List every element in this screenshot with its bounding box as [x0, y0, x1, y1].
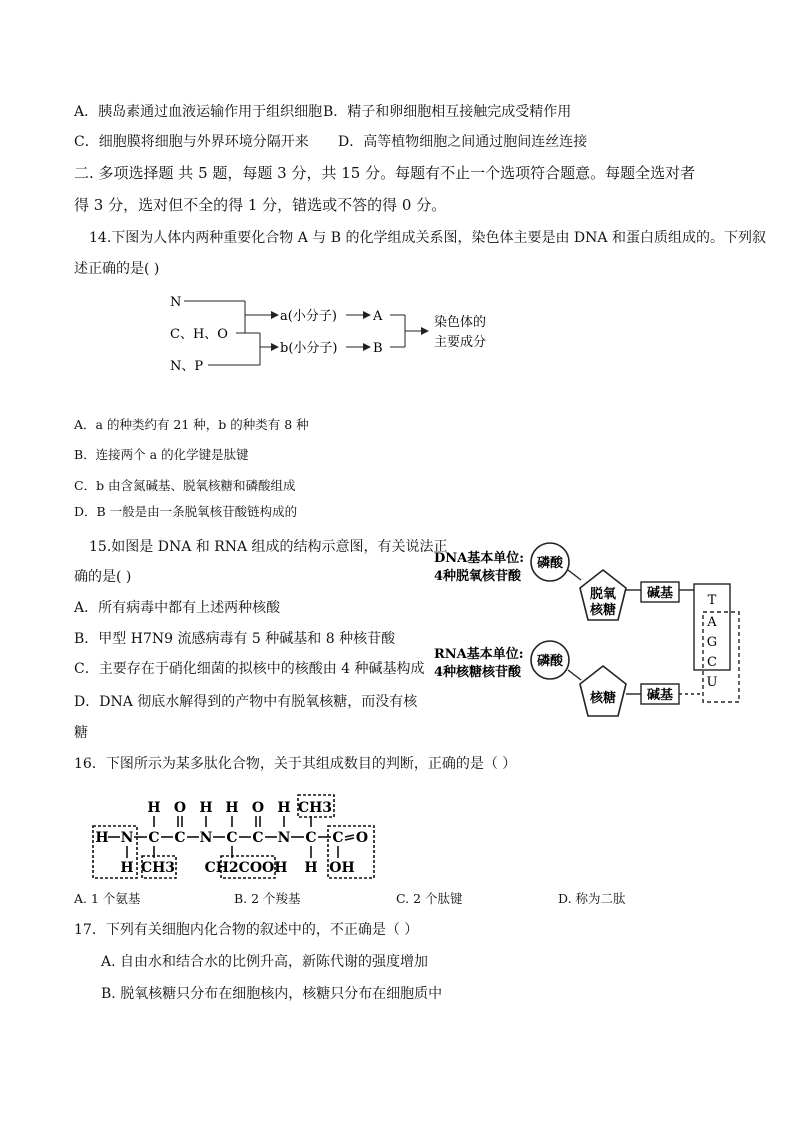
rna-phosphate-label: 磷酸: [536, 654, 564, 669]
f-h-bottom-left: H: [120, 860, 134, 876]
q14-small-molecule-a: a(小分子): [280, 309, 337, 324]
base-g: G: [706, 635, 718, 650]
base-t: T: [707, 593, 717, 608]
q17-stem: 17．下列有关细胞内化合物的叙述中的，不正确是（ ）: [74, 922, 419, 938]
q14-element-n: N: [170, 295, 182, 310]
q14-compound-b: B: [373, 341, 383, 356]
q14-element-np: N、P: [170, 359, 204, 374]
f-h-bottom-right: H: [304, 860, 318, 876]
q14-result-line1: 染色体的: [434, 315, 487, 330]
q15-nucleotide-diagram: [428, 540, 748, 740]
q15-option-d: D．DNA 彻底水解得到的产物中有脱氧核糖，而没有核: [74, 694, 418, 710]
q13-option-a: A．胰岛素通过血液运输作用于组织细胞: [74, 104, 323, 120]
f-top-o2: O: [251, 800, 265, 816]
f-c3: C: [226, 830, 238, 846]
deoxyribose-label-1: 脱氧: [589, 587, 617, 602]
q14-composition-diagram: [160, 288, 520, 378]
f-n2: N: [199, 830, 213, 846]
q14-option-d: D．B 一般是由一条脱氧核苷酸链构成的: [74, 504, 298, 519]
f-top-h3: H: [225, 800, 239, 816]
f-c6: C: [332, 830, 344, 846]
f-c5: C: [305, 830, 317, 846]
dna-base-label: 碱基: [646, 586, 674, 601]
f-c2: C: [174, 830, 186, 846]
ribose-label: 核糖: [589, 691, 617, 706]
f-top-h2: H: [199, 800, 213, 816]
f-c1: C: [148, 830, 160, 846]
q14-result-line2: 主要成分: [434, 335, 487, 350]
q14-option-a: A．a 的种类约有 21 种，b 的种类有 8 种: [74, 417, 309, 432]
rna-unit-desc: 4种核糖核苷酸: [434, 665, 522, 680]
q14-stem: 14.下图为人体内两种重要化合物 A 与 B 的化学组成关系图，染色体主要是由 DNA 和蛋白质组成的。下列叙: [89, 230, 766, 246]
q14-stem-cont: 述正确的是( ): [74, 261, 160, 277]
q15-option-b: B．甲型 H7N9 流感病毒有 5 种碱基和 8 种核苷酸: [74, 631, 396, 647]
dna-unit-label: DNA基本单位:: [434, 551, 525, 566]
dna-phosphate-label: 磷酸: [536, 556, 564, 571]
f-top-h1: H: [147, 800, 161, 816]
f-o-right: O: [355, 830, 369, 846]
base-u: U: [706, 675, 718, 690]
f-n1: N: [120, 830, 134, 846]
base-a: A: [707, 615, 717, 630]
q14-small-molecule-b: b(小分子): [280, 341, 338, 356]
f-oh: OH: [329, 860, 355, 876]
q14-option-c: C．b 由含氮碱基、脱氧核糖和磷酸组成: [74, 478, 296, 493]
q15-option-c: C．主要存在于硝化细菌的拟核中的核酸由 4 种碱基构成: [74, 661, 425, 677]
deoxyribose-label-2: 核糖: [589, 603, 617, 618]
q13-option-b: B．精子和卵细胞相互接触完成受精作用: [323, 104, 572, 120]
q17-option-a: A. 自由水和结合水的比例升高，新陈代谢的强度增加: [101, 954, 429, 970]
rna-base-label: 碱基: [646, 688, 674, 703]
q14-element-cho: C、H、O: [170, 327, 228, 342]
q17-option-b: B. 脱氧核糖只分布在细胞核内，核糖只分布在细胞质中: [101, 986, 443, 1002]
f-ch3-bottom: CH3: [140, 860, 176, 876]
f-ch2cooh: CH2COOH: [204, 860, 288, 876]
f-n3: N: [277, 830, 291, 846]
q14-option-b: B．连接两个 a 的化学键是肽键: [74, 447, 249, 462]
q15-stem: 15.如图是 DNA 和 RNA 组成的结构示意图，有关说法正: [89, 539, 448, 555]
f-top-h4: H: [277, 800, 291, 816]
f-h-left: H: [95, 830, 109, 846]
q13-option-c: C．细胞膜将细胞与外界环境分隔开来: [74, 134, 309, 150]
base-c: C: [707, 655, 717, 670]
q16-option-c: C. 2 个肽键: [396, 891, 463, 906]
q16-polypeptide-formula: [86, 792, 386, 884]
section-heading: 二. 多项选择题 共 5 题，每题 3 分，共 15 分。每题有不止一个选项符合题意。每题全选对者: [74, 164, 696, 182]
q15-stem-cont: 确的是( ): [74, 569, 132, 585]
f-top-o1: O: [173, 800, 187, 816]
q16-option-d: D. 称为二肽: [558, 891, 626, 906]
dna-unit-desc: 4种脱氧核苷酸: [434, 569, 522, 584]
q14-compound-a: A: [373, 309, 383, 324]
q16-stem: 16．下图所示为某多肽化合物，关于其组成数目的判断，正确的是（ ）: [74, 756, 517, 772]
section-instructions: 得 3 分，选对但不全的得 1 分，错选或不答的得 0 分。: [74, 196, 447, 214]
f-top-ch3: CH3: [297, 800, 333, 816]
q15-option-d-cont: 糖: [74, 725, 88, 741]
q16-option-b: B. 2 个羧基: [234, 891, 301, 906]
q16-option-a: A. 1 个氨基: [74, 891, 141, 906]
q15-option-a: A．所有病毒中都有上述两种核酸: [74, 600, 281, 616]
q13-option-d: D．高等植物细胞之间通过胞间连丝连接: [338, 134, 588, 150]
f-c4: C: [252, 830, 264, 846]
rna-unit-label: RNA基本单位:: [434, 647, 524, 662]
